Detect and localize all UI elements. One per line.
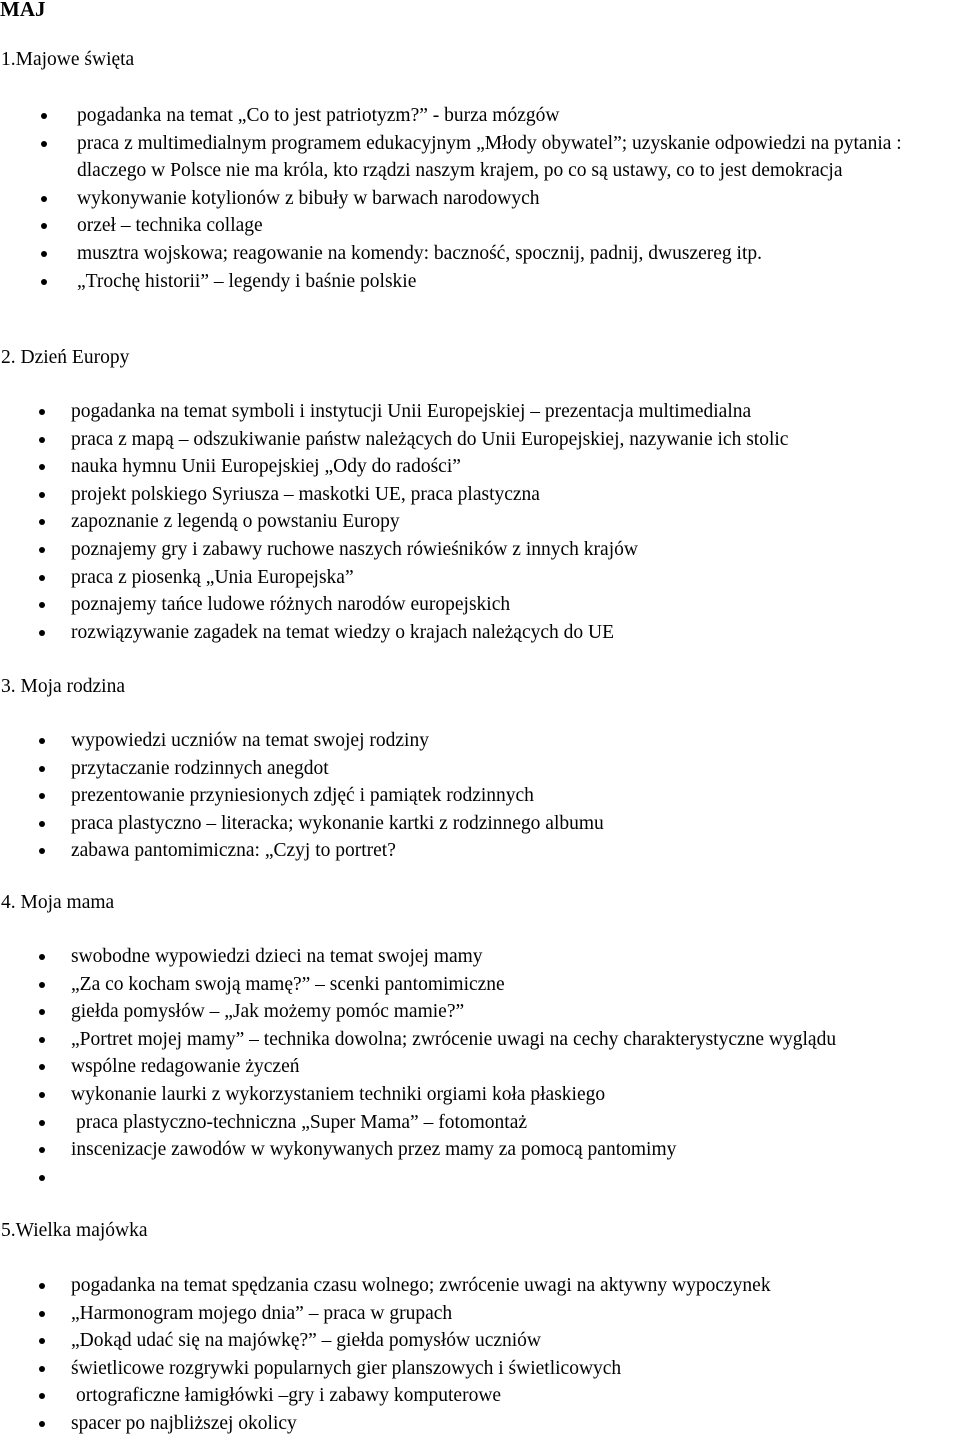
list-item: giełda pomysłów – „Jak możemy pomóc mamie?” <box>71 998 960 1026</box>
list-item: ortograficzne łamigłówki –gry i zabawy komputerowe <box>71 1382 960 1410</box>
list-moja-rodzina <box>71 727 960 865</box>
list-item: przytaczanie rodzinnych anegdot <box>71 755 960 783</box>
list-item: „Harmonogram mojego dnia” – praca w grupach <box>71 1300 960 1328</box>
list-item: „Portret mojej mamy” – technika dowolna; zwrócenie uwagi na cechy charakterystyczne wyglądu <box>71 1026 960 1054</box>
list-item: pogadanka na temat symboli i instytucji Unii Europejskiej – prezentacja multimedialna <box>71 398 960 426</box>
list-item: wypowiedzi uczniów na temat swojej rodziny <box>71 727 960 755</box>
list-item: praca z piosenką „Unia Europejska” <box>71 564 960 592</box>
list-item: wspólne redagowanie życzeń <box>71 1053 960 1081</box>
list-moja-mama <box>71 943 960 1191</box>
list-item-empty <box>71 1164 960 1192</box>
list-item: zapoznanie z legendą o powstaniu Europy <box>71 508 960 536</box>
list-item: praca z mapą – odszukiwanie państw należących do Unii Europejskiej, nazywanie ich stolic <box>71 426 960 454</box>
section-heading-dzien-europy: 2. Dzień Europy <box>1 347 130 368</box>
list-item: rozwiązywanie zagadek na temat wiedzy o krajach należących do UE <box>71 619 960 647</box>
list-item: spacer po najbliższej okolicy <box>71 1410 960 1438</box>
section-heading-wielka-majowka: 5.Wielka majówka <box>1 1220 148 1241</box>
list-item: swobodne wypowiedzi dzieci na temat swojej mamy <box>71 943 960 971</box>
list-item: świetlicowe rozgrywki popularnych gier planszowych i świetlicowych <box>71 1355 960 1383</box>
list-item: wykonanie laurki z wykorzystaniem techniki orgiami koła płaskiego <box>71 1081 960 1109</box>
list-item: zabawa pantomimiczna: „Czyj to portret? <box>71 837 960 865</box>
list-item: pogadanka na temat „Co to jest patriotyzm?” - burza mózgów <box>77 102 937 130</box>
list-item: pogadanka na temat spędzania czasu wolnego; zwrócenie uwagi na aktywny wypoczynek <box>71 1272 960 1300</box>
list-item: „Trochę historii” – legendy i baśnie polskie <box>77 268 937 296</box>
document-title: MAJ <box>0 0 46 21</box>
list-item: praca z multimedialnym programem edukacyjnym „Młody obywatel”; uzyskanie odpowiedzi na pytania : dlaczego w Polsce nie ma króla, kto rządzi naszym krajem, po co są ustawy, co to jest demokracja <box>77 130 937 185</box>
list-item: orzeł – technika collage <box>77 212 937 240</box>
section-heading-moja-mama: 4. Moja mama <box>1 892 115 913</box>
list-item: wykonywanie kotylionów z bibuły w barwach narodowych <box>77 185 937 213</box>
list-majowe-swieta <box>77 102 937 295</box>
list-item: praca plastyczno-techniczna „Super Mama” – fotomontaż <box>71 1109 960 1137</box>
list-item: musztra wojskowa; reagowanie na komendy: baczność, spocznij, padnij, dwuszereg itp. <box>77 240 937 268</box>
list-item: inscenizacje zawodów w wykonywanych przez mamy za pomocą pantomimy <box>71 1136 960 1164</box>
list-item: praca plastyczno – literacka; wykonanie kartki z rodzinnego albumu <box>71 810 960 838</box>
list-item: poznajemy gry i zabawy ruchowe naszych rówieśników z innych krajów <box>71 536 960 564</box>
list-wielka-majowka <box>71 1272 960 1438</box>
section-heading-majowe-swieta: 1.Majowe święta <box>1 49 135 70</box>
list-item: projekt polskiego Syriusza – maskotki UE, praca plastyczna <box>71 481 960 509</box>
list-item: „Dokąd udać się na majówkę?” – giełda pomysłów uczniów <box>71 1327 960 1355</box>
section-heading-moja-rodzina: 3. Moja rodzina <box>1 676 126 697</box>
list-item: „Za co kocham swoją mamę?” – scenki pantomimiczne <box>71 971 960 999</box>
list-item: poznajemy tańce ludowe różnych narodów europejskich <box>71 591 960 619</box>
list-item: prezentowanie przyniesionych zdjęć i pamiątek rodzinnych <box>71 782 960 810</box>
list-dzien-europy <box>71 398 960 646</box>
list-item: nauka hymnu Unii Europejskiej „Ody do radości” <box>71 453 960 481</box>
